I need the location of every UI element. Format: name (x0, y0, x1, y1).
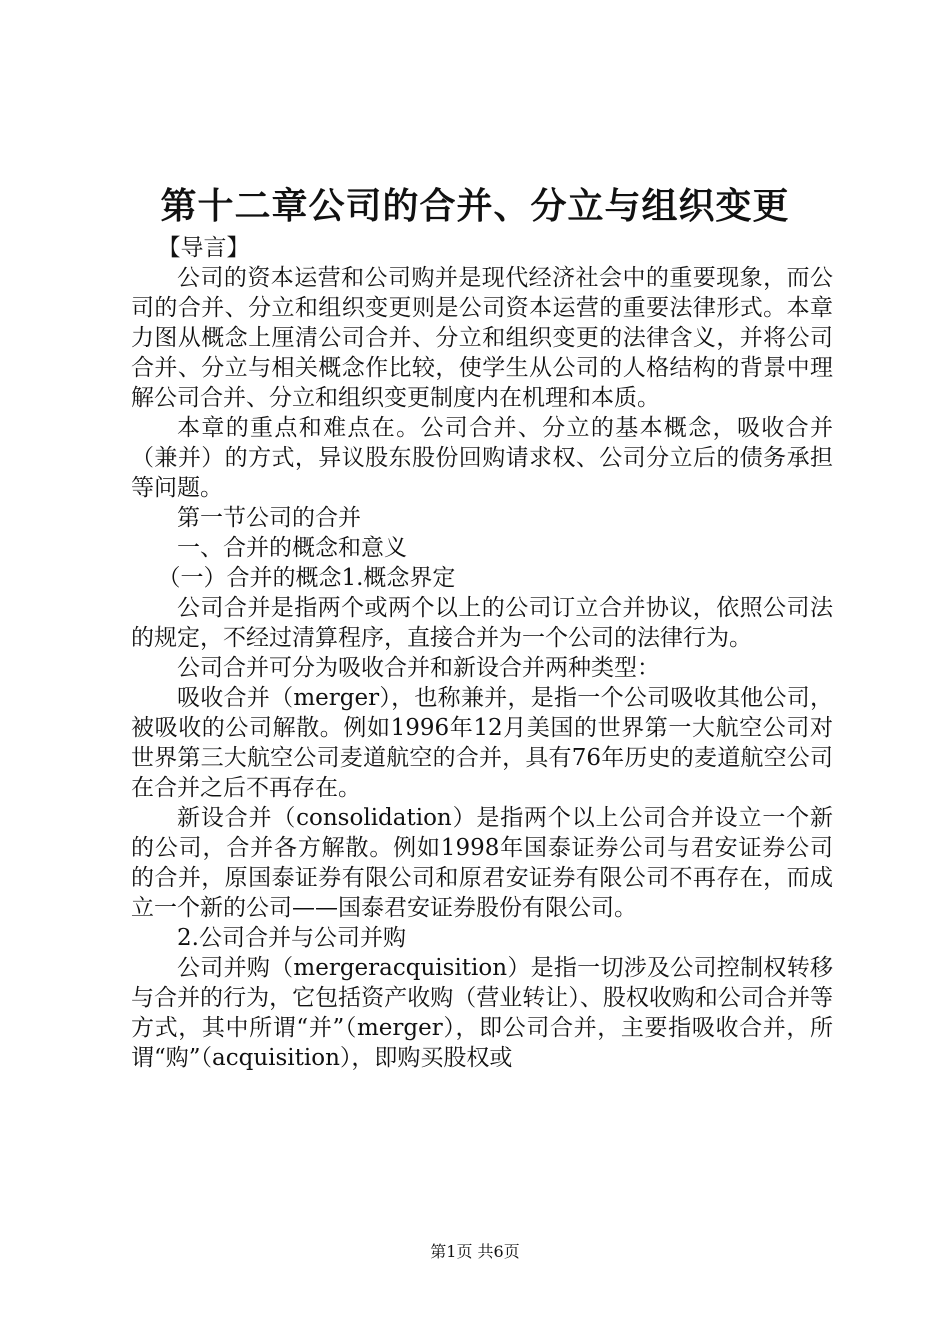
paragraph: 公司并购（mergeracquisition）是指一切涉及公司控制权转移与合并的行为，它包括资产收购（营业转让）、股权收购和公司合并等方式，其中所谓“并”（merger），即公司合并，主要指吸收合并，所谓“购”（acquisition），即购买股权或 (131, 955, 833, 1071)
subsection-heading: 2.公司合并与公司并购 (177, 925, 406, 951)
page-number: 第1页 共6页 (430, 1242, 520, 1261)
paragraph: 公司的资本运营和公司购并是现代经济社会中的重要现象，而公司的合并、分立和组织变更则是公司资本运营的重要法律形式。本章力图从概念上厘清公司合并、分立和组织变更的法律含义，并将公司合并、分立与相关概念作比较，使学生从公司的人格结构的背景中理解公司合并、分立和组织变更制度内在机理和本质。 (131, 265, 833, 411)
section-heading: 第一节公司的合并 (177, 505, 361, 531)
intro-heading: 【导言】 (157, 235, 250, 261)
document-title: 第十二章公司的合并、分立与组织变更 (160, 186, 790, 227)
subsection-heading: 一、合并的概念和意义 (177, 535, 407, 561)
document-body (131, 233, 833, 1073)
paragraph: 吸收合并（merger），也称兼并，是指一个公司吸收其他公司，被吸收的公司解散。例如1996年12月美国的世界第一大航空公司对世界第三大航空公司麦道航空的合并，具有76年历史的麦道航空公司在合并之后不再存在。 (131, 685, 833, 801)
paragraph: 本章的重点和难点在。公司合并、分立的基本概念，吸收合并（兼并）的方式，异议股东股份回购请求权、公司分立后的债务承担等问题。 (131, 415, 833, 501)
paragraph: 公司合并可分为吸收合并和新设合并两种类型： (177, 655, 660, 681)
paragraph: 公司合并是指两个或两个以上的公司订立合并协议，依照公司法的规定，不经过清算程序，直接合并为一个公司的法律行为。 (131, 595, 833, 651)
paragraph: 新设合并（consolidation）是指两个以上公司合并设立一个新的公司，合并各方解散。例如1998年国泰证券公司与君安证券公司的合并，原国泰证券有限公司和原君安证券有限公司不再存在，而成立一个新的公司——国泰君安证券股份有限公司。 (131, 805, 833, 921)
subsection-heading: （一）合并的概念1.概念界定 (157, 565, 456, 591)
